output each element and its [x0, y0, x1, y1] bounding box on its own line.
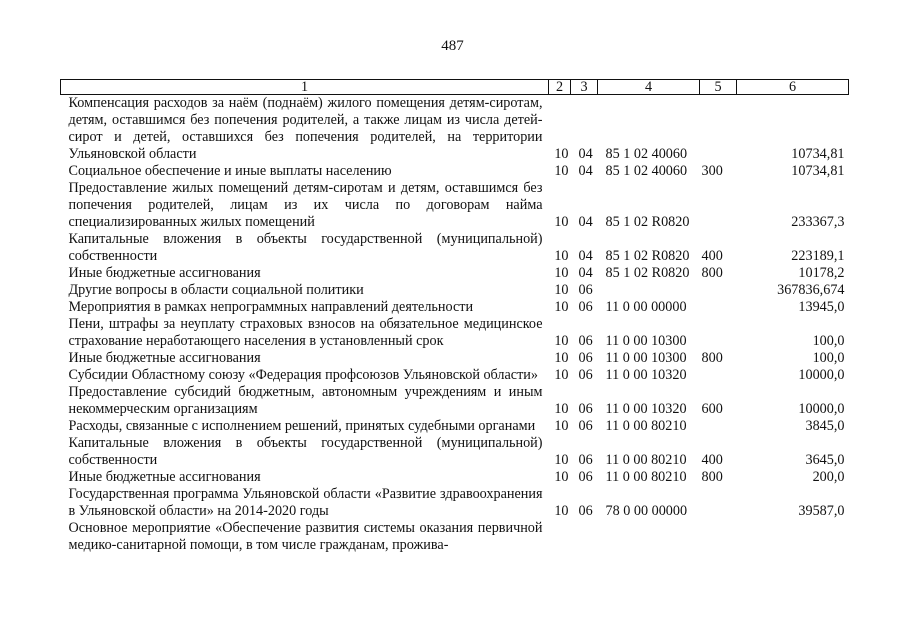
table-row	[61, 469, 849, 486]
row-target-article	[598, 282, 700, 299]
row-name: Расходы, связанные с исполнением решений, принятых судебными органами	[68, 418, 536, 434]
row-subsection: 06	[578, 503, 593, 519]
row-section: 10	[554, 146, 569, 162]
table-row	[61, 367, 849, 384]
row-target-article: 85 1 02 R0820	[605, 214, 690, 230]
row-expense-type	[700, 367, 737, 384]
table-row	[61, 316, 849, 350]
row-subsection: 06	[578, 333, 593, 349]
row-name: Предоставление жилых помещений детям-сиротам и детям, оставшимся без попечения родителей, лицам из их числа по договорам найма специализированных жилых помещений	[68, 180, 543, 230]
row-name: Социальное обеспечение и иные выплаты населению	[68, 163, 392, 179]
table-row	[61, 299, 849, 316]
row-amount: 100,0	[812, 333, 845, 349]
row-target-article: 11 0 00 10300	[605, 333, 687, 349]
row-expense-type: 800	[701, 265, 723, 281]
row-subsection: 04	[578, 146, 593, 162]
row-target-article: 85 1 02 R0820	[605, 248, 690, 264]
header-col-6: 6	[737, 80, 849, 95]
row-expense-type	[700, 418, 737, 435]
row-section: 10	[554, 418, 569, 434]
row-subsection: 04	[578, 214, 593, 230]
row-expense-type: 800	[701, 469, 723, 485]
row-subsection: 06	[578, 299, 593, 315]
row-amount: 10000,0	[798, 367, 845, 383]
row-section: 10	[554, 367, 569, 383]
row-amount: 10734,81	[791, 163, 845, 179]
row-subsection: 06	[578, 401, 593, 417]
row-section: 10	[554, 401, 569, 417]
row-section: 10	[554, 503, 569, 519]
row-expense-type	[700, 316, 737, 350]
row-target-article: 11 0 00 80210	[605, 452, 687, 468]
row-amount: 10178,2	[798, 265, 845, 281]
row-name: Иные бюджетные ассигнования	[68, 469, 261, 485]
row-target-article: 11 0 00 10300	[605, 350, 687, 366]
row-subsection: 06	[578, 350, 593, 366]
row-expense-type	[700, 520, 737, 554]
page-number: 487	[441, 38, 464, 54]
row-section: 10	[554, 214, 569, 230]
row-section	[549, 520, 571, 554]
row-subsection: 04	[578, 248, 593, 264]
header-col-5: 5	[700, 80, 737, 95]
table-row	[61, 231, 849, 265]
row-amount: 233367,3	[791, 214, 845, 230]
row-subsection: 04	[578, 163, 593, 179]
table-row	[61, 520, 849, 554]
row-subsection: 06	[578, 469, 593, 485]
row-subsection: 06	[578, 282, 593, 298]
row-target-article: 78 0 00 00000	[605, 503, 688, 519]
row-name: Капитальные вложения в объекты государственной (муниципальной) собственности	[68, 435, 543, 468]
row-amount: 3645,0	[805, 452, 845, 468]
row-expense-type: 400	[701, 452, 723, 468]
row-name: Предоставление субсидий бюджетным, автономным учреждениям и иным некоммерческим организациям	[68, 384, 543, 417]
table-row	[61, 163, 849, 180]
row-section: 10	[554, 350, 569, 366]
row-amount	[737, 520, 849, 554]
row-expense-type: 400	[701, 248, 723, 264]
header-col-3: 3	[571, 80, 598, 95]
header-col-4: 4	[598, 80, 700, 95]
row-name: Иные бюджетные ассигнования	[68, 265, 261, 281]
row-amount: 10734,81	[791, 146, 845, 162]
table-row	[61, 350, 849, 367]
row-amount: 13945,0	[798, 299, 845, 315]
row-amount: 10000,0	[798, 401, 845, 417]
row-target-article: 85 1 02 40060	[605, 163, 688, 179]
row-section: 10	[554, 333, 569, 349]
row-section: 10	[554, 282, 569, 298]
row-expense-type	[700, 95, 737, 164]
table-row	[61, 95, 849, 164]
row-amount: 39587,0	[798, 503, 845, 519]
row-expense-type	[700, 486, 737, 520]
row-target-article: 85 1 02 R0820	[605, 265, 690, 281]
header-col-1: 1	[61, 80, 549, 95]
row-amount: 200,0	[812, 469, 845, 485]
table-row	[61, 265, 849, 282]
row-section: 10	[554, 265, 569, 281]
table-row	[61, 282, 849, 299]
header-col-2: 2	[549, 80, 571, 95]
row-section: 10	[554, 452, 569, 468]
table-body	[61, 95, 849, 555]
row-target-article: 11 0 00 80210	[605, 469, 687, 485]
table-row	[61, 418, 849, 435]
row-amount: 367836,674	[777, 282, 845, 298]
row-expense-type: 300	[701, 163, 723, 179]
row-name: Государственная программа Ульяновской области «Развитие здравоохранения в Ульяновской области» на 2014-2020 годы	[68, 486, 543, 519]
table-row	[61, 180, 849, 231]
row-name: Иные бюджетные ассигнования	[68, 350, 261, 366]
row-name: Мероприятия в рамках непрограммных направлений деятельности	[68, 299, 474, 315]
row-expense-type: 800	[701, 350, 723, 366]
row-name: Компенсация расходов за наём (поднаём) жилого помещения детям-сиротам, детям, оставшимся без попечения родителей, а также лицам из числа детей-сирот и детей, оставшихся без попечения родителей, на территории Ульяновской области	[68, 95, 543, 162]
table-row	[61, 435, 849, 469]
budget-table	[60, 79, 849, 554]
row-target-article: 11 0 00 00000	[605, 299, 687, 315]
row-name: Капитальные вложения в объекты государственной (муниципальной) собственности	[68, 231, 543, 264]
row-amount: 223189,1	[791, 248, 845, 264]
row-name: Основное мероприятие «Обеспечение развития системы оказания первичной медико-санитарной помощи, в том числе гражданам, прожива-	[68, 520, 543, 553]
row-expense-type	[700, 282, 737, 299]
row-subsection: 04	[578, 265, 593, 281]
row-subsection	[571, 520, 598, 554]
row-section: 10	[554, 299, 569, 315]
row-subsection: 06	[578, 367, 593, 383]
table-row	[61, 486, 849, 520]
table-row	[61, 384, 849, 418]
row-name: Субсидии Областному союзу «Федерация профсоюзов Ульяновской области»	[68, 367, 538, 383]
row-expense-type: 600	[701, 401, 723, 417]
row-expense-type	[700, 180, 737, 231]
row-section: 10	[554, 469, 569, 485]
row-amount: 100,0	[812, 350, 845, 366]
row-subsection: 06	[578, 418, 593, 434]
row-name: Пени, штрафы за неуплату страховых взносов на обязательное медицинское страхование неработающего населения в установленный срок	[68, 316, 543, 349]
row-target-article: 11 0 00 80210	[605, 418, 687, 434]
row-target-article: 11 0 00 10320	[605, 401, 687, 417]
table-header-row	[61, 80, 849, 95]
row-section: 10	[554, 248, 569, 264]
row-section: 10	[554, 163, 569, 179]
row-expense-type	[700, 299, 737, 316]
row-name: Другие вопросы в области социальной политики	[68, 282, 364, 298]
row-subsection: 06	[578, 452, 593, 468]
row-target-article: 11 0 00 10320	[605, 367, 687, 383]
row-amount: 3845,0	[805, 418, 845, 434]
row-target-article	[598, 520, 700, 554]
row-target-article: 85 1 02 40060	[605, 146, 688, 162]
